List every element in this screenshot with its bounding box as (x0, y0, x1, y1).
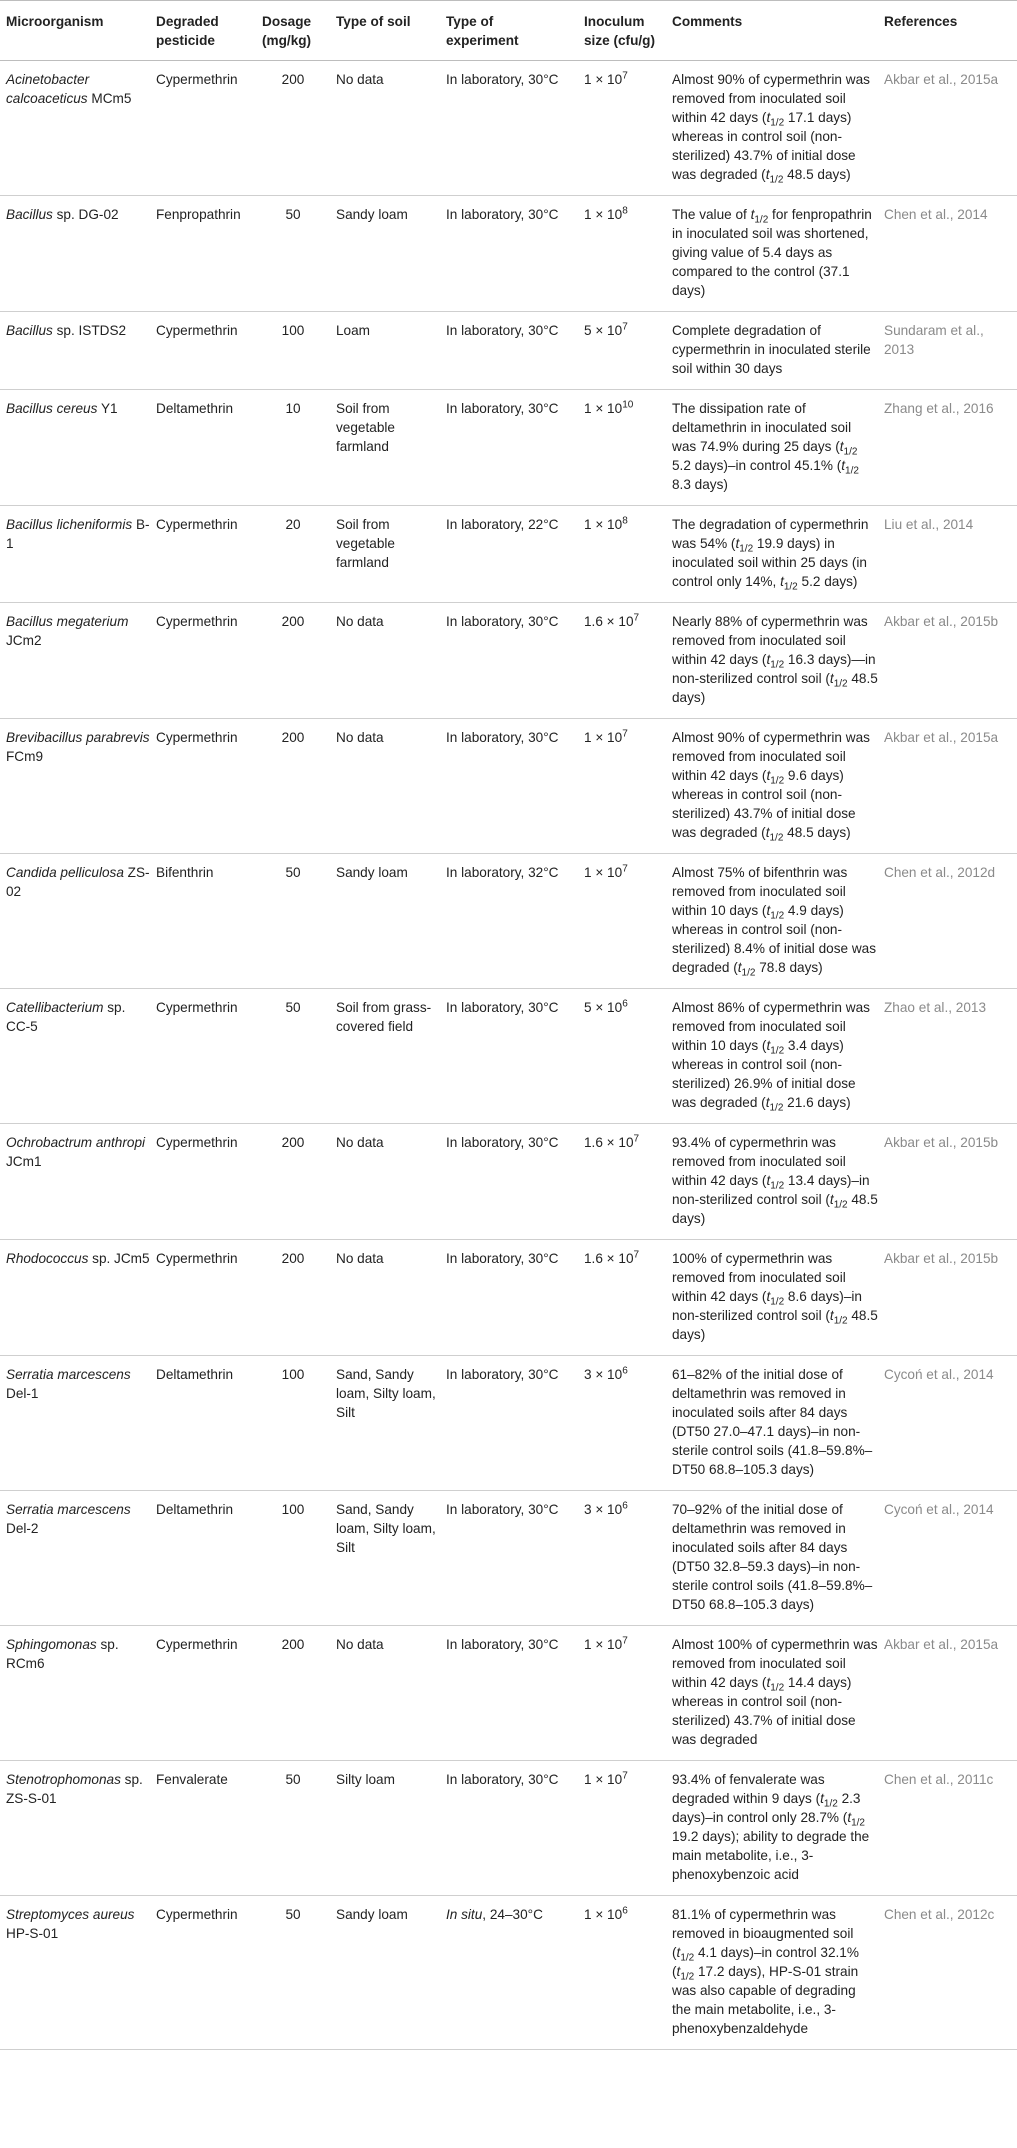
cell-dosage: 50 (256, 854, 330, 989)
cell-comments: The value of $t_{1/2}$ for fenpropathrin in inoculated soil was shortened, giving value of 5.4 days as compared to the control (37.1 days) (666, 196, 878, 312)
cell-dosage: 20 (256, 506, 330, 603)
cell-inoculum-size: $1.6 \times 10^7$ (578, 1240, 666, 1356)
cell-inoculum-size: $1 \times 10^7$ (578, 719, 666, 854)
cell-degraded-pesticide: Fenvalerate (150, 1761, 256, 1896)
cell-dosage: 200 (256, 1626, 330, 1761)
table-row (0, 1240, 1017, 1356)
cell-type-of-soil: Sandy loam (330, 1896, 440, 2050)
cell-degraded-pesticide: Cypermethrin (150, 1896, 256, 2050)
cell-reference: Akbar et al., 2015a (878, 61, 1017, 196)
cell-microorganism: Bacillus sp. DG-02 (0, 196, 150, 312)
table-row (0, 989, 1017, 1124)
header-references: References (878, 1, 1017, 61)
cell-inoculum-size: $3 \times 10^6$ (578, 1356, 666, 1491)
cell-inoculum-size: $1 \times 10^8$ (578, 196, 666, 312)
cell-microorganism: Candida pelliculosa ZS-02 (0, 854, 150, 989)
header-comments: Comments (666, 1, 878, 61)
cell-comments: Almost 100% of cypermethrin was removed from inoculated soil within 42 days ($t_{1/2}$ 14.4 days) whereas in control soil (non-sterilized) 43.7% of initial dose was degraded (666, 1626, 878, 1761)
header-type-of-experiment: Type of experiment (440, 1, 578, 61)
table-row (0, 196, 1017, 312)
cell-type-of-soil: No data (330, 61, 440, 196)
cell-inoculum-size: $1 \times 10^7$ (578, 1626, 666, 1761)
cell-type-of-soil: Sand, Sandy loam, Silty loam, Silt (330, 1356, 440, 1491)
cell-comments: 81.1% of cypermethrin was removed in bioaugmented soil ($t_{1/2}$ 4.1 days)–in control 32.1% ($t_{1/2}$ 17.2 days), HP-S-01 strain was also capable of degrading the main metabolite, i.e., 3-phenoxybenzaldehyde (666, 1896, 878, 2050)
cell-microorganism: Serratia marcescens Del-1 (0, 1356, 150, 1491)
cell-comments: Nearly 88% of cypermethrin was removed from inoculated soil within 42 days ($t_{1/2}$ 16.3 days)—in non-sterilized control soil ($t_{1/2}$ 48.5 days) (666, 603, 878, 719)
cell-comments: 61–82% of the initial dose of deltamethrin was removed in inoculated soils after 84 days (DT50 27.0–47.1 days)–in non-sterile control soils (41.8–59.8%–DT50 68.8–105.3 days) (666, 1356, 878, 1491)
table-row (0, 1896, 1017, 2050)
cell-type-of-soil: No data (330, 1124, 440, 1240)
header-inoculum-size: Inoculum size (cfu/g) (578, 1, 666, 61)
cell-microorganism: Stenotrophomonas sp. ZS-S-01 (0, 1761, 150, 1896)
cell-degraded-pesticide: Deltamethrin (150, 1356, 256, 1491)
cell-comments: Almost 86% of cypermethrin was removed from inoculated soil within 10 days ($t_{1/2}$ 3.4 days) whereas in control soil (non-sterilized) 26.9% of initial dose was degraded ($t_{1/2}$ 21.6 days) (666, 989, 878, 1124)
cell-comments: 93.4% of cypermethrin was removed from inoculated soil within 42 days ($t_{1/2}$ 13.4 days)–in non-sterilized control soil ($t_{1/2}$ 48.5 days) (666, 1124, 878, 1240)
cell-inoculum-size: $1.6 \times 10^7$ (578, 603, 666, 719)
cell-reference: Zhao et al., 2013 (878, 989, 1017, 1124)
cell-reference: Cycoń et al., 2014 (878, 1356, 1017, 1491)
cell-dosage: 100 (256, 1491, 330, 1626)
cell-inoculum-size: $1 \times 10^8$ (578, 506, 666, 603)
cell-reference: Akbar et al., 2015b (878, 1240, 1017, 1356)
table-header (0, 1, 1017, 61)
cell-type-of-soil: No data (330, 603, 440, 719)
cell-degraded-pesticide: Cypermethrin (150, 603, 256, 719)
cell-comments: Almost 75% of bifenthrin was removed from inoculated soil within 10 days ($t_{1/2}$ 4.9 days) whereas in control soil (non-sterilized) 8.4% of initial dose was degraded ($t_{1/2}$ 78.8 days) (666, 854, 878, 989)
cell-type-of-experiment: In laboratory, 30°C (440, 989, 578, 1124)
cell-type-of-experiment: In laboratory, 30°C (440, 1761, 578, 1896)
cell-comments: 93.4% of fenvalerate was degraded within 9 days ($t_{1/2}$ 2.3 days)–in control only 28.7% ($t_{1/2}$ 19.2 days); ability to degrade the main metabolite, i.e., 3-phenoxybenzoic acid (666, 1761, 878, 1896)
table-row (0, 312, 1017, 390)
cell-dosage: 200 (256, 1240, 330, 1356)
cell-dosage: 10 (256, 390, 330, 506)
cell-dosage: 200 (256, 719, 330, 854)
cell-comments: 100% of cypermethrin was removed from inoculated soil within 42 days ($t_{1/2}$ 8.6 days)–in non-sterilized control soil ($t_{1/2}$ 48.5 days) (666, 1240, 878, 1356)
cell-inoculum-size: $1.6 \times 10^7$ (578, 1124, 666, 1240)
cell-reference: Zhang et al., 2016 (878, 390, 1017, 506)
cell-type-of-experiment: In laboratory, 30°C (440, 1491, 578, 1626)
cell-type-of-soil: Soil from vegetable farmland (330, 390, 440, 506)
cell-inoculum-size: $1 \times 10^6$ (578, 1896, 666, 2050)
header-dosage: Dosage (mg/kg) (256, 1, 330, 61)
cell-dosage: 50 (256, 1761, 330, 1896)
cell-reference: Cycoń et al., 2014 (878, 1491, 1017, 1626)
cell-type-of-soil: Sand, Sandy loam, Silty loam, Silt (330, 1491, 440, 1626)
cell-type-of-experiment: In laboratory, 30°C (440, 390, 578, 506)
cell-type-of-experiment: In laboratory, 30°C (440, 719, 578, 854)
cell-type-of-soil: No data (330, 719, 440, 854)
cell-reference: Akbar et al., 2015b (878, 603, 1017, 719)
cell-dosage: 100 (256, 312, 330, 390)
cell-reference: Chen et al., 2014 (878, 196, 1017, 312)
cell-inoculum-size: $1 \times 10^{10}$ (578, 390, 666, 506)
cell-comments: The degradation of cypermethrin was 54% ($t_{1/2}$ 19.9 days) in inoculated soil within 25 days (in control only 14%, $t_{1/2}$ 5.2 days) (666, 506, 878, 603)
table-row (0, 1761, 1017, 1896)
cell-type-of-experiment: In laboratory, 30°C (440, 1124, 578, 1240)
cell-dosage: 50 (256, 1896, 330, 2050)
cell-comments: Almost 90% of cypermethrin was removed from inoculated soil within 42 days ($t_{1/2}$ 9.6 days) whereas in control soil (non-sterilized) 43.7% of initial dose was degraded ($t_{1/2}$ 48.5 days) (666, 719, 878, 854)
cell-degraded-pesticide: Cypermethrin (150, 989, 256, 1124)
cell-microorganism: Catellibacterium sp. CC-5 (0, 989, 150, 1124)
cell-type-of-soil: Sandy loam (330, 854, 440, 989)
cell-type-of-soil: Soil from grass-covered field (330, 989, 440, 1124)
cell-reference: Chen et al., 2011c (878, 1761, 1017, 1896)
table-row (0, 854, 1017, 989)
table-row (0, 1356, 1017, 1491)
cell-type-of-experiment: In laboratory, 30°C (440, 1626, 578, 1761)
cell-reference: Chen et al., 2012c (878, 1896, 1017, 2050)
cell-inoculum-size: $5 \times 10^7$ (578, 312, 666, 390)
cell-reference: Sundaram et al., 2013 (878, 312, 1017, 390)
cell-microorganism: Ochrobactrum anthropi JCm1 (0, 1124, 150, 1240)
table-row (0, 1491, 1017, 1626)
cell-dosage: 200 (256, 61, 330, 196)
cell-reference: Liu et al., 2014 (878, 506, 1017, 603)
table-row (0, 1626, 1017, 1761)
cell-degraded-pesticide: Cypermethrin (150, 506, 256, 603)
cell-type-of-soil: No data (330, 1240, 440, 1356)
cell-comments: 70–92% of the initial dose of deltamethrin was removed in inoculated soils after 84 days (DT50 32.8–59.3 days)–in non-sterile control soils (41.8–59.8%–DT50 68.8–105.3 days) (666, 1491, 878, 1626)
cell-degraded-pesticide: Cypermethrin (150, 719, 256, 854)
table-row (0, 1124, 1017, 1240)
cell-reference: Akbar et al., 2015a (878, 719, 1017, 854)
cell-type-of-experiment: In laboratory, 30°C (440, 603, 578, 719)
cell-degraded-pesticide: Cypermethrin (150, 1626, 256, 1761)
cell-comments: Almost 90% of cypermethrin was removed from inoculated soil within 42 days ($t_{1/2}$ 17.1 days) whereas in control soil (non-sterilized) 43.7% of initial dose was degraded ($t_{1/2}$ 48.5 days) (666, 61, 878, 196)
cell-microorganism: Serratia marcescens Del-2 (0, 1491, 150, 1626)
header-degraded-pesticide: Degraded pesticide (150, 1, 256, 61)
cell-degraded-pesticide: Bifenthrin (150, 854, 256, 989)
cell-type-of-experiment: In laboratory, 30°C (440, 196, 578, 312)
cell-microorganism: Streptomyces aureus HP-S-01 (0, 1896, 150, 2050)
cell-dosage: 50 (256, 196, 330, 312)
cell-type-of-experiment: In laboratory, 32°C (440, 854, 578, 989)
cell-degraded-pesticide: Cypermethrin (150, 312, 256, 390)
cell-degraded-pesticide: Cypermethrin (150, 1124, 256, 1240)
cell-degraded-pesticide: Cypermethrin (150, 61, 256, 196)
cell-comments: Complete degradation of cypermethrin in inoculated sterile soil within 30 days (666, 312, 878, 390)
cell-microorganism: Bacillus sp. ISTDS2 (0, 312, 150, 390)
cell-reference: Akbar et al., 2015a (878, 1626, 1017, 1761)
cell-type-of-soil: Silty loam (330, 1761, 440, 1896)
cell-type-of-experiment: In laboratory, 30°C (440, 61, 578, 196)
cell-degraded-pesticide: Cypermethrin (150, 1240, 256, 1356)
cell-microorganism: Acinetobacter calcoaceticus MCm5 (0, 61, 150, 196)
cell-reference: Akbar et al., 2015b (878, 1124, 1017, 1240)
cell-degraded-pesticide: Deltamethrin (150, 1491, 256, 1626)
header-row (0, 1, 1017, 61)
cell-type-of-experiment: In laboratory, 30°C (440, 312, 578, 390)
cell-microorganism: Bacillus cereus Y1 (0, 390, 150, 506)
cell-degraded-pesticide: Deltamethrin (150, 390, 256, 506)
header-microorganism: Microorganism (0, 1, 150, 61)
cell-inoculum-size: $1 \times 10^7$ (578, 61, 666, 196)
header-type-of-soil: Type of soil (330, 1, 440, 61)
cell-type-of-experiment: In laboratory, 22°C (440, 506, 578, 603)
cell-dosage: 200 (256, 1124, 330, 1240)
cell-comments: The dissipation rate of deltamethrin in inoculated soil was 74.9% during 25 days ($t_{1/2}$ 5.2 days)–in control 45.1% ($t_{1/2}$ 8.3 days) (666, 390, 878, 506)
cell-microorganism: Bacillus licheniformis B-1 (0, 506, 150, 603)
cell-microorganism: Rhodococcus sp. JCm5 (0, 1240, 150, 1356)
table-body (0, 61, 1017, 2050)
table-row (0, 506, 1017, 603)
cell-dosage: 50 (256, 989, 330, 1124)
cell-inoculum-size: $5 \times 10^6$ (578, 989, 666, 1124)
cell-inoculum-size: $1 \times 10^7$ (578, 1761, 666, 1896)
cell-inoculum-size: $1 \times 10^7$ (578, 854, 666, 989)
cell-degraded-pesticide: Fenpropathrin (150, 196, 256, 312)
table-row (0, 61, 1017, 196)
cell-type-of-experiment: In laboratory, 30°C (440, 1356, 578, 1491)
cell-type-of-soil: Sandy loam (330, 196, 440, 312)
cell-type-of-experiment: In situ, 24–30°C (440, 1896, 578, 2050)
cell-reference: Chen et al., 2012d (878, 854, 1017, 989)
cell-dosage: 100 (256, 1356, 330, 1491)
table-row (0, 603, 1017, 719)
cell-type-of-soil: Soil from vegetable farmland (330, 506, 440, 603)
cell-microorganism: Bacillus megaterium JCm2 (0, 603, 150, 719)
cell-dosage: 200 (256, 603, 330, 719)
cell-type-of-soil: Loam (330, 312, 440, 390)
cell-microorganism: Brevibacillus parabrevis FCm9 (0, 719, 150, 854)
cell-inoculum-size: $3 \times 10^6$ (578, 1491, 666, 1626)
cell-microorganism: Sphingomonas sp. RCm6 (0, 1626, 150, 1761)
table-row (0, 390, 1017, 506)
table-row (0, 719, 1017, 854)
cell-type-of-soil: No data (330, 1626, 440, 1761)
cell-type-of-experiment: In laboratory, 30°C (440, 1240, 578, 1356)
